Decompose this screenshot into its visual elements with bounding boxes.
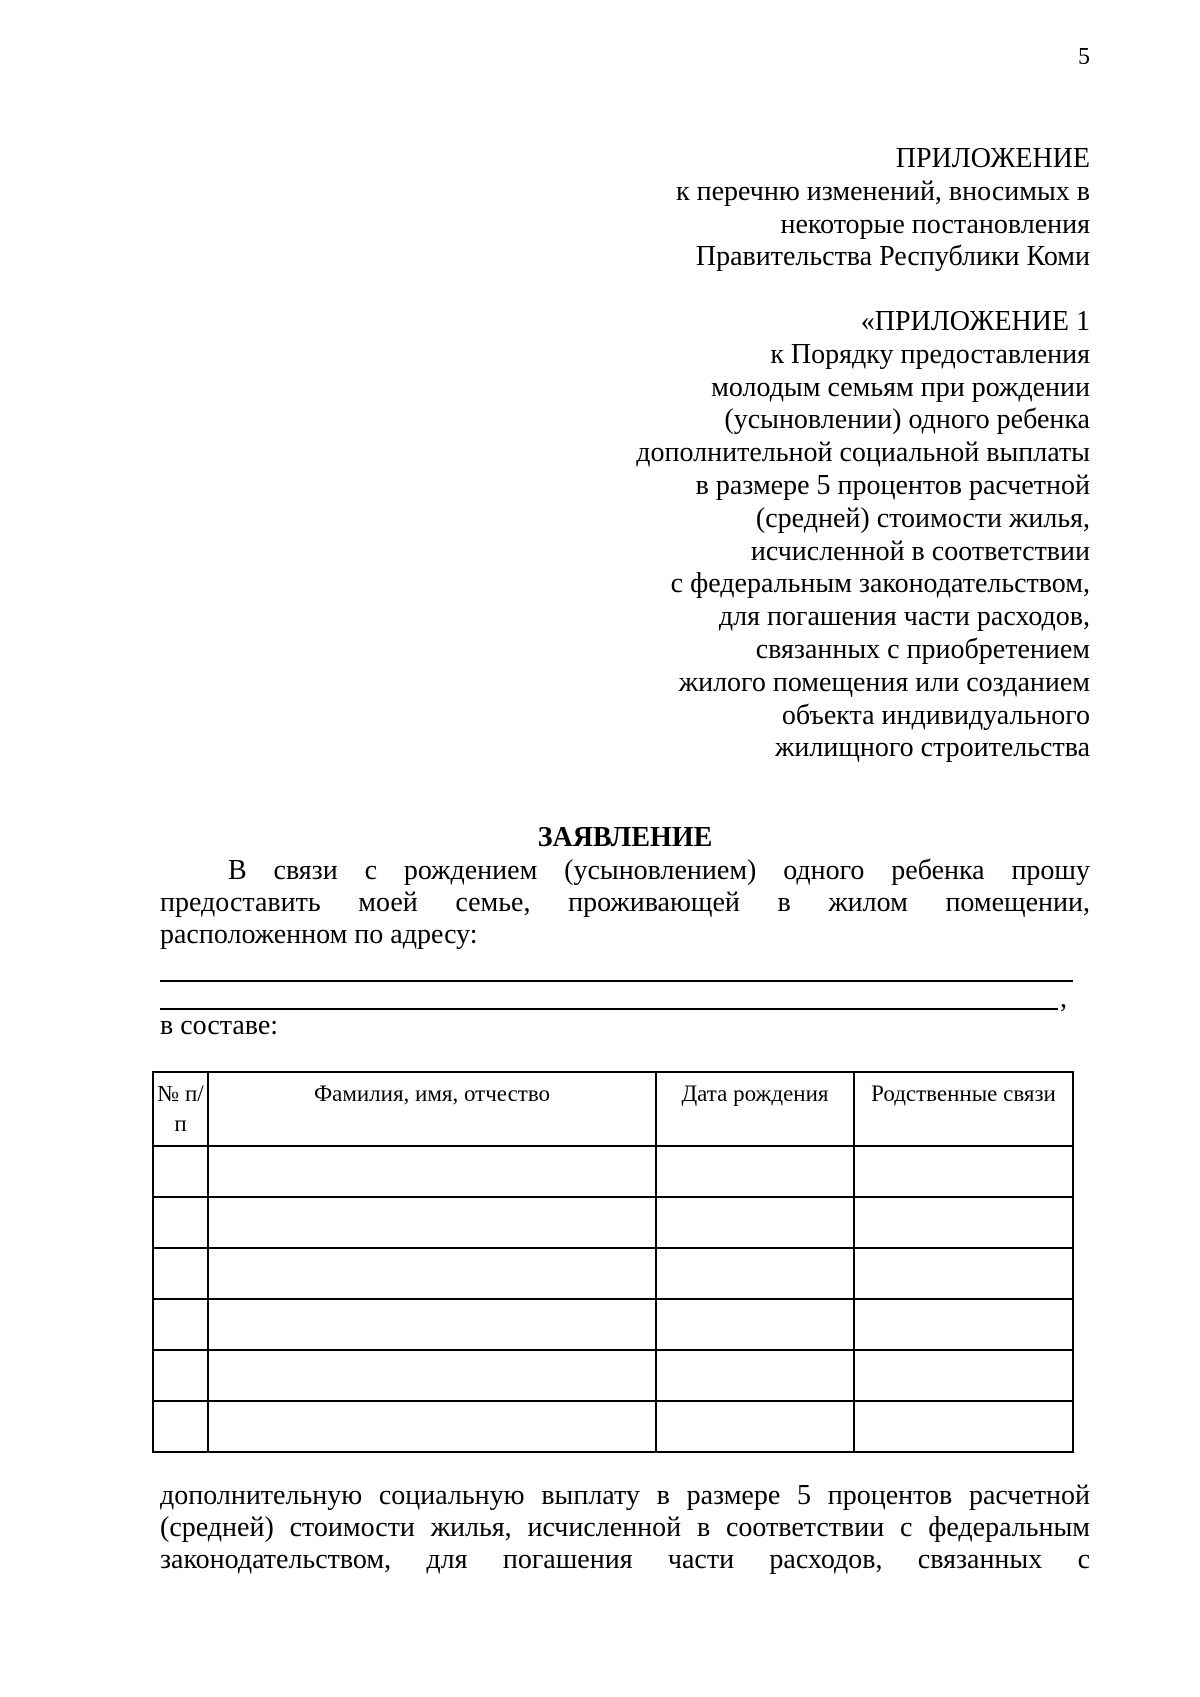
cell-relationship[interactable] (854, 1350, 1073, 1401)
cell-full-name[interactable] (208, 1248, 656, 1299)
appendix1-header-line: к Порядку предоставления (770, 338, 1090, 370)
appendix1-header-line: исчисленной в соответствии (750, 535, 1090, 567)
cell-relationship[interactable] (854, 1146, 1073, 1197)
cell-full-name[interactable] (208, 1197, 656, 1248)
appendix-header-line: к перечню изменений, вносимых в (676, 175, 1090, 207)
page-number: 5 (1078, 44, 1090, 70)
cell-number[interactable] (153, 1401, 208, 1452)
composition-label: в составе: (160, 1010, 279, 1041)
table-header-row (153, 1072, 1073, 1146)
cell-birth-date[interactable] (656, 1197, 854, 1248)
cell-relationship[interactable] (854, 1248, 1073, 1299)
appendix1-header-line: молодым семьям при рождении (711, 371, 1090, 403)
intro-line: В связи с рождением (усыновлением) одного ребенка прошу (228, 855, 1090, 886)
appendix1-header-line: для погашения части расходов, (718, 601, 1090, 633)
table-row (153, 1248, 1073, 1299)
appendix1-header-line: с федеральным законодательством, (670, 568, 1090, 600)
closing-line: дополнительную социальную выплату в размере 5 процентов расчетной (160, 1480, 1090, 1511)
cell-full-name[interactable] (208, 1299, 656, 1350)
appendix-header (600, 143, 1090, 274)
appendix1-header-line: жилищного строительства (775, 732, 1090, 764)
cell-birth-date[interactable] (656, 1401, 854, 1452)
header-number: № п/п (153, 1072, 208, 1146)
intro-line: предоставить моей семье, проживающей в жилом помещении, (160, 887, 1090, 918)
cell-full-name[interactable] (208, 1401, 656, 1452)
intro-paragraph (160, 855, 1090, 951)
cell-number[interactable] (153, 1350, 208, 1401)
table-row (153, 1197, 1073, 1248)
cell-full-name[interactable] (208, 1146, 656, 1197)
appendix1-header-line: в размере 5 процентов расчетной (695, 469, 1090, 501)
table-row (153, 1146, 1073, 1197)
cell-birth-date[interactable] (656, 1248, 854, 1299)
appendix-header-line: Правительства Республики Коми (695, 241, 1090, 273)
cell-birth-date[interactable] (656, 1350, 854, 1401)
appendix1-header-line: (усыновлении) одного ребенка (724, 404, 1090, 436)
table-row (153, 1401, 1073, 1452)
appendix1-header-line: (средней) стоимости жилья, (755, 502, 1090, 534)
cell-number[interactable] (153, 1197, 208, 1248)
cell-number[interactable] (153, 1248, 208, 1299)
appendix-header-line: ПРИЛОЖЕНИЕ (895, 143, 1090, 174)
header-full-name: Фамилия, имя, отчество (208, 1072, 656, 1146)
cell-relationship[interactable] (854, 1197, 1073, 1248)
table-row (153, 1350, 1073, 1401)
document-title: ЗАЯВЛЕНИЕ (537, 822, 713, 853)
closing-line: (средней) стоимости жилья, исчисленной в соответствии с федеральным (160, 1512, 1090, 1543)
closing-line: законодательством, для погашения части расходов, связанных с (160, 1544, 1090, 1575)
header-relationship: Родственные связи (854, 1072, 1073, 1146)
appendix1-header-line: связанных с приобретением (755, 633, 1090, 665)
appendix1-header (600, 306, 1090, 765)
cell-birth-date[interactable] (656, 1299, 854, 1350)
closing-paragraph (160, 1480, 1090, 1576)
cell-number[interactable] (153, 1146, 208, 1197)
cell-full-name[interactable] (208, 1350, 656, 1401)
appendix1-header-line: дополнительной социальной выплаты (636, 437, 1090, 469)
cell-relationship[interactable] (854, 1401, 1073, 1452)
intro-line: расположенном по адресу: (160, 919, 478, 950)
cell-birth-date[interactable] (656, 1146, 854, 1197)
appendix1-header-line: жилого помещения или созданием (678, 666, 1090, 698)
appendix1-header-line: объекта индивидуального (781, 699, 1090, 731)
appendix1-header-line: «ПРИЛОЖЕНИЕ 1 (860, 306, 1090, 337)
cell-relationship[interactable] (854, 1299, 1073, 1350)
header-birth-date: Дата рождения (656, 1072, 854, 1146)
cell-number[interactable] (153, 1299, 208, 1350)
address-comma: , (1060, 983, 1067, 1014)
family-table (152, 1071, 1074, 1453)
table-row (153, 1299, 1073, 1350)
address-fill-line (160, 980, 1073, 982)
appendix-header-line: некоторые постановления (780, 208, 1090, 240)
address-fill-line (160, 1008, 1058, 1010)
